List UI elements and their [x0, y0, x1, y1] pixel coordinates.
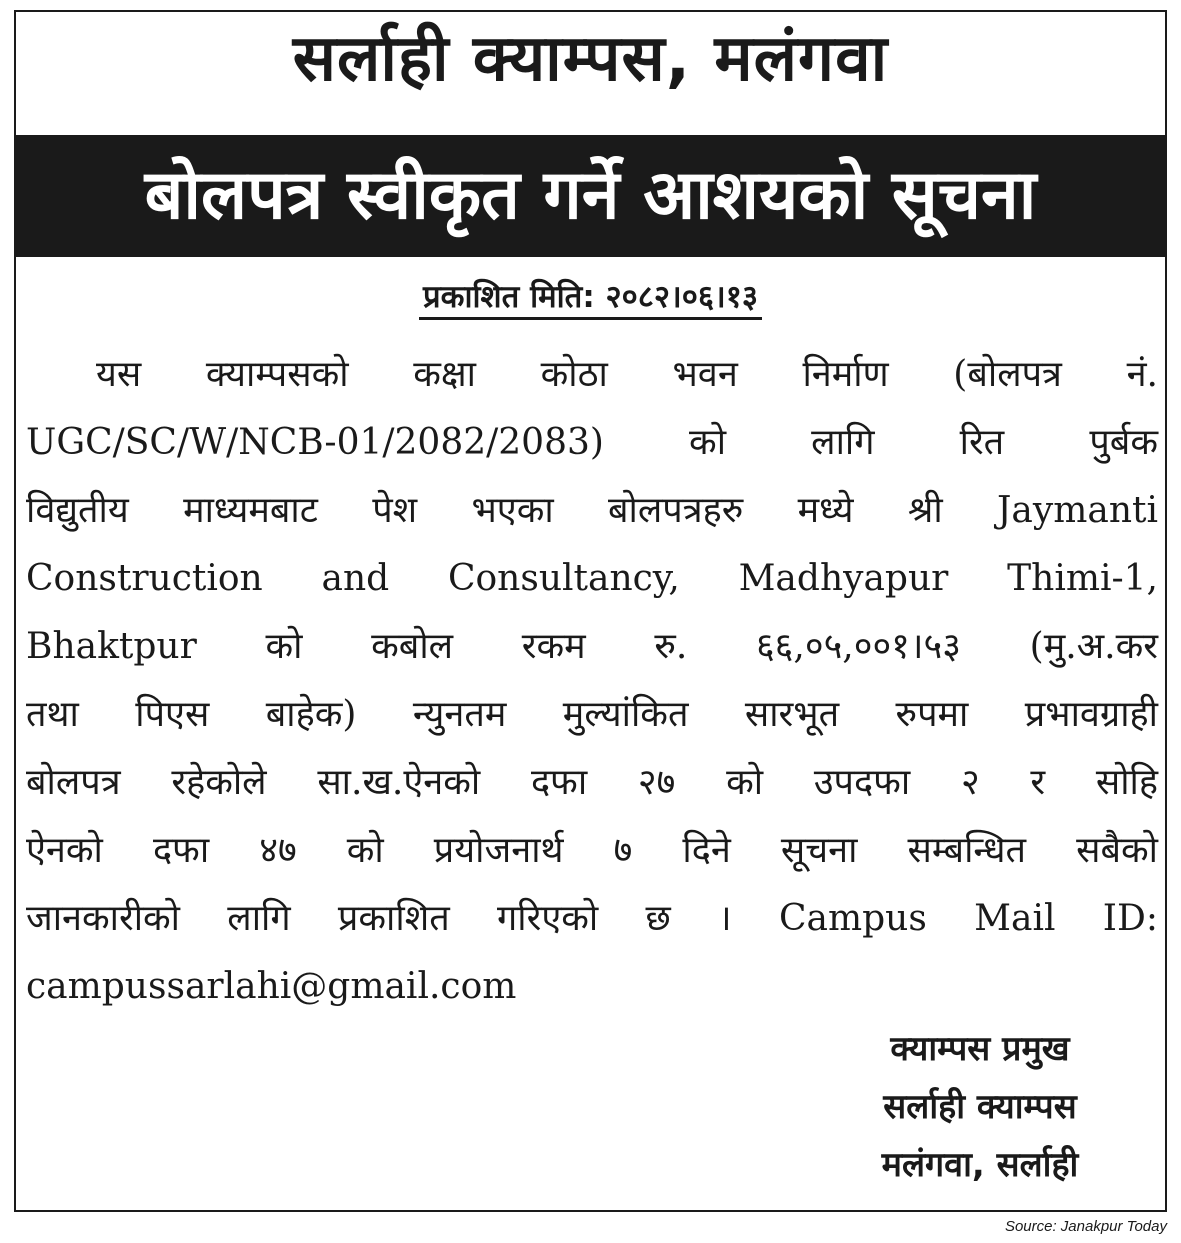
body-line-4: Construction and Consultancy, Madhyapur Thimi-1, [26, 558, 1158, 599]
notice-body [26, 341, 1158, 1021]
notice-title: बोलपत्र स्वीकृत गर्ने आशयको सूचना [144, 156, 1037, 235]
campus-email-link[interactable]: campussarlahi@gmail.com [26, 966, 517, 1007]
body-line-2: UGC/SC/W/NCB-01/2082/2083) को लागि रित पुर्बक [26, 422, 1158, 463]
body-line-8: ऐनको दफा ४७ को प्रयोजनार्थ ७ दिने सूचना सम्बन्धित सबैको [26, 830, 1158, 871]
signature-block [830, 1020, 1130, 1194]
source-caption: Source: Janakpur Today [1004, 1218, 1167, 1235]
body-line-1: यस क्याम्पसको कक्षा कोठा भवन निर्माण (बोलपत्र नं. [96, 354, 1158, 395]
signatory-campus: सर्लाही क्याम्पस [883, 1087, 1077, 1127]
body-line-9: जानकारीको लागि प्रकाशित गरिएको छ । Campus Mail ID: [26, 898, 1158, 939]
signatory-address: मलंगवा, सर्लाही [881, 1145, 1079, 1185]
body-line-5: Bhaktpur को कबोल रकम रु. ६६,०५,००१।५३ (मु.अ.कर [26, 626, 1158, 667]
body-line-6: तथा पिएस बाहेक) न्युनतम मुल्यांकित सारभूत रुपमा प्रभावग्राही [26, 694, 1158, 735]
org-name-heading: सर्लाही क्याम्पस, मलंगवा [292, 22, 889, 96]
body-line-7: बोलपत्र रहेकोले सा.ख.ऐनको दफा २७ को उपदफा २ र सोहि [26, 762, 1158, 803]
body-line-3: विद्युतीय माध्यमबाट पेश भएका बोलपत्रहरु मध्ये श्री Jaymanti [26, 490, 1158, 531]
signatory-title: क्याम्पस प्रमुख [890, 1029, 1070, 1069]
publish-date-line [0, 272, 1181, 322]
publish-date: प्रकाशित मिति: २०८२।०६।१३ [419, 279, 762, 320]
notice-title-banner [16, 135, 1165, 257]
